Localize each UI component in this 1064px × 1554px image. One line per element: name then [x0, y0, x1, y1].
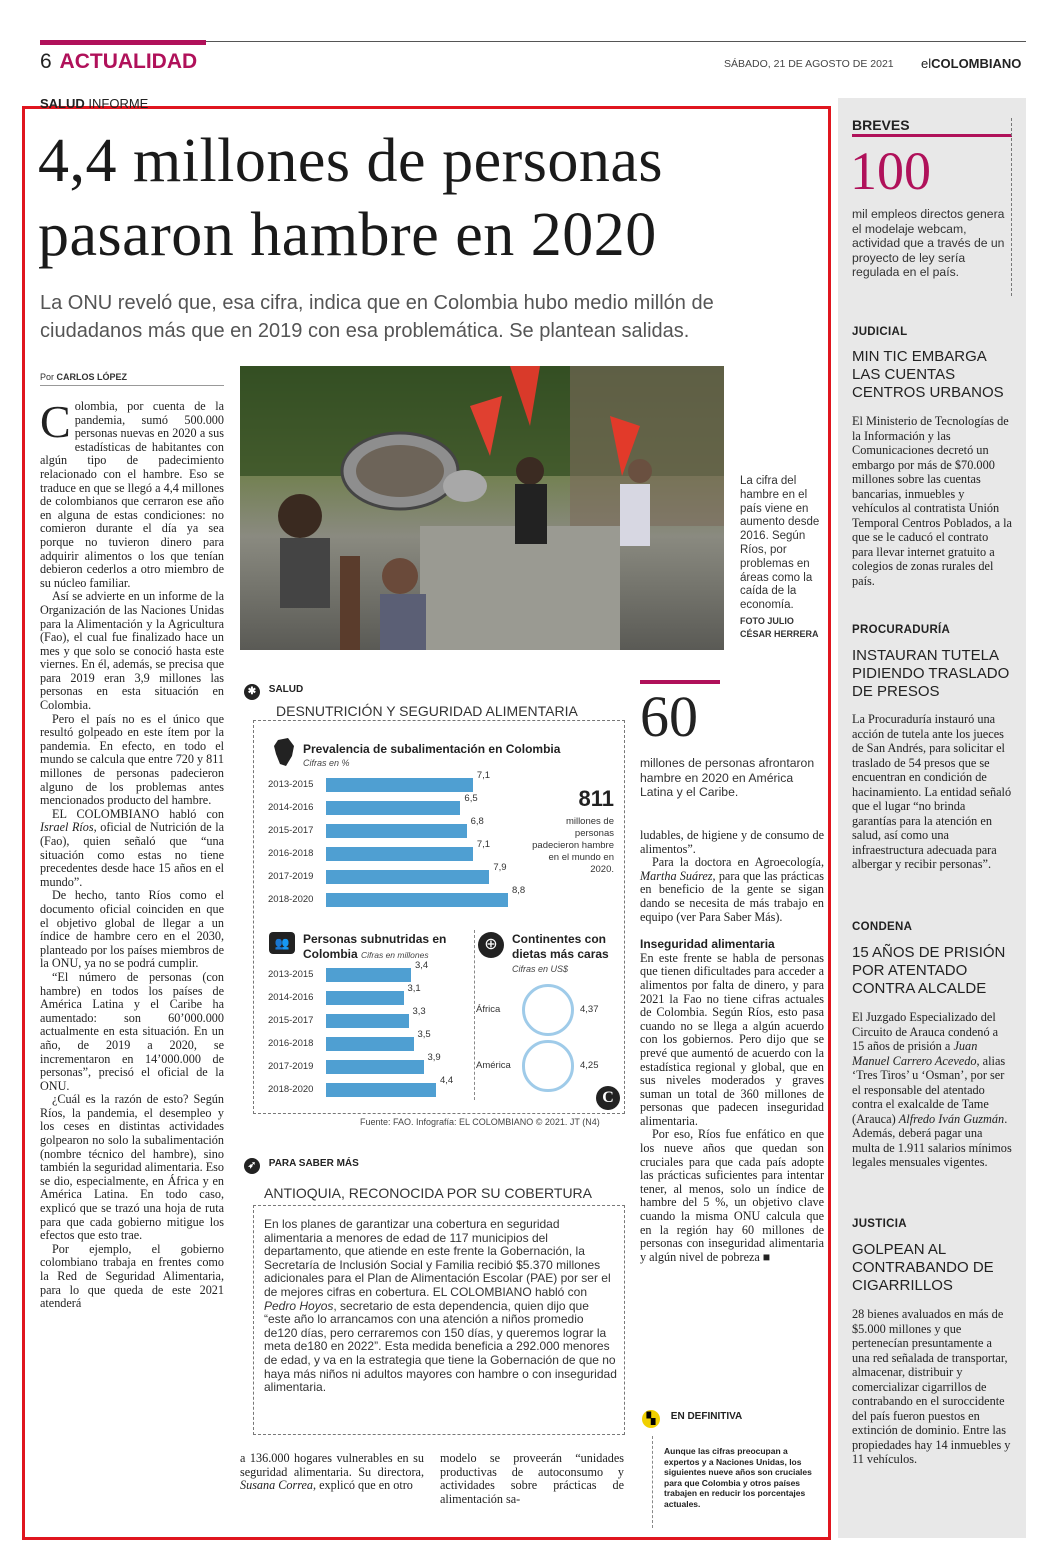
- bar: [326, 870, 489, 884]
- bar: [326, 1037, 414, 1051]
- saber-mas-label: ➶ PARA SABER MÁS: [244, 1158, 359, 1174]
- infographic-title: DESNUTRICIÓN Y SEGURIDAD ALIMENTARIA: [276, 703, 578, 719]
- justicia-head: GOLPEAN AL CONTRABANDO DE CIGARRILLOS: [852, 1241, 994, 1294]
- protest-scene-illustration: [240, 366, 724, 650]
- bar-category-label: 2017-2019: [268, 1061, 314, 1072]
- bar-value-label: 3,1: [407, 983, 421, 994]
- pin-icon: ➶: [244, 1158, 260, 1174]
- bar-category-label: 2013-2015: [268, 969, 314, 980]
- chart2-title: Personas subnutridas en Colombia Cifras en millones: [303, 932, 447, 961]
- chart3-circles: [476, 978, 616, 1098]
- photo-caption: La cifra del hambre en el país viene en aumento desde 2016. Según Ríos, por problemas en áreas como la caída de la economía. FOTO JULIO CÉSAR HERRERA: [740, 475, 820, 639]
- bar-category-label: 2014-2016: [268, 992, 314, 1003]
- big-number-60-text: millones de personas afrontaron hambre en 2020 en América Latina y el Caribe.: [640, 756, 815, 799]
- bar-category-label: 2017-2019: [268, 871, 314, 882]
- byline: Por CARLOS LÓPEZ: [40, 372, 224, 386]
- condena-text: El Juzgado Especializado del Circuito de Arauca condenó a 15 años de prisión a Juan Manuel Carrero Acevedo, alias ‘Tres Tiros’ u ‘Osman’, por ser el responsable del atentado contra el exalcalde de Tame (Arauca) Alfredo Iván Guzmán. Además, deberá pagar una multa de 1.911 salarios mínimos legales mensuales vigentes.: [852, 1010, 1012, 1169]
- justicia-label: JUSTICIA: [852, 1218, 907, 1230]
- breves-label: BREVES: [852, 117, 910, 133]
- drop-cap: C: [40, 400, 71, 447]
- chart1-bars: [268, 770, 558, 918]
- continent-cost-value: 4,37: [580, 1004, 599, 1015]
- chart2-bars: [268, 960, 468, 1108]
- checker-icon: ▚: [642, 1410, 660, 1428]
- bar-category-label: 2016-2018: [268, 848, 314, 859]
- judicial-head: MIN TIC EMBARGA LAS CUENTAS CENTROS URBANOS: [852, 348, 1004, 401]
- bar: [326, 991, 404, 1005]
- bar-value-label: 3,4: [415, 960, 429, 971]
- continent-cost-value: 4,25: [580, 1060, 599, 1071]
- bar: [326, 893, 508, 907]
- page-number: 6: [40, 50, 52, 73]
- en-definitiva-label: ▚ EN DEFINITIVA: [642, 1410, 742, 1428]
- chart3-title: Continentes con dietas más caras: [512, 932, 609, 961]
- continent-cost-circle: [522, 984, 574, 1036]
- bar: [326, 778, 473, 792]
- bar-value-label: 7,9: [493, 862, 507, 873]
- big-number-60: 60: [640, 684, 698, 749]
- colombia-map-icon: [272, 738, 296, 768]
- judicial-label: JUDICIAL: [852, 326, 908, 338]
- bar-category-label: 2014-2016: [268, 802, 314, 813]
- bar: [326, 968, 411, 982]
- bar-category-label: 2018-2020: [268, 1084, 314, 1095]
- bar-value-label: 6,5: [464, 793, 478, 804]
- judicial-text: El Ministerio de Tecnologías de la Información y las Comunicaciones decretó un embargo por más de $70.000 millones sobre las cuentas bancarias, inmuebles y vehículos al contratista Unión Temporal Centros Poblados, a la que se le caducó el contrato para llevar internet gratuito a colegios de zonas rurales del país.: [852, 414, 1012, 588]
- procuraduria-label: PROCURADURÍA: [852, 624, 951, 636]
- section-name: ACTUALIDAD: [59, 50, 198, 73]
- people-icon: 👥: [269, 932, 295, 954]
- article-body-col1: Colombia, por cuenta de la pandemia, sumó 500.000 personas nuevas en 2020 a sus estadísticas de habitantes con algún tipo de padecimiento relacionado con el hambre. Eso se traduce en que se llegó a 4,4 millones de colombianos que cerraron ese año en alguna de estas condiciones: no comieron durante el día ya sea porque no tuvieron dinero para adquirir alimentos o los que tenían debieron cederlos a otro miembro de su núcleo familiar. Así se advierte en un informe de la Organización de las Naciones Unidas para la Alimentación y la Agricultura (Fao), el cual fue finalizado hace un mes y que solo se conoció hasta este viernes. En él, además, se precisa que para 2019 eran 3,9 millones las personas en esta situación en Colombia. Pero el país no es el único que resultó golpeado en este ítem por la pandemia. En efecto, en todo el mundo se calcula que entre 720 y 811 millones de personas padecieron alguno de los problemas antes mencionados producto del hambre. EL COLOMBIANO habló con Israel Ríos, oficial de Nutrición de la (Fao), quien señaló que “una situación como estas no tiene precedentes desde hace 15 años en el mundo”. De hecho, tanto Ríos como el documento oficial coinciden en que el objetivo global de llegar a un índice de hambre cero en el 2030, planteado por los países miembros de la ONU, ya no se podrá cumplir. “El número de personas (con hambre) en todos los países de América Latina y el Caribe ha aumentado: son 60’000.000 actualmente en esta situación. En un año, de 2019 a 2020, se incrementaron en 14’000.000 de personas”, precisó el oficial de la ONU. ¿Cuál es la razón de esto? Según Ríos, la pandemia, el desempleo y los ceses en distintas actividades golpearon no solo la subalimentación (nombre técnico del hambre), sino también la seguridad alimentaria. Eso se dio, especialmente, en África y en América Latina. En todo caso, explicó que se trazó una hoja de ruta para que cada gobierno mitigue los efectos que esto trae. Por ejemplo, el gobierno colombiano trabaja en frentes como la Red de Seguridad Alimentaria, para lo que queda de este 2021 atenderá: [40, 400, 224, 1311]
- bar: [326, 847, 473, 861]
- bar-category-label: 2013-2015: [268, 779, 314, 790]
- condena-head: 15 AÑOS DE PRISIÓN POR ATENTADO CONTRA ALCALDE: [852, 944, 1006, 997]
- bar-value-label: 4,4: [440, 1075, 454, 1086]
- bar: [326, 801, 460, 815]
- infographic-section-label: ✱ SALUD: [244, 684, 303, 700]
- page-header: [40, 50, 197, 74]
- deck: La ONU reveló que, esa cifra, indica que en Colombia hubo medio millón de ciudadanos más que en 2019 con esa problemática. Se plantean salidas.: [40, 292, 714, 342]
- salud-icon: ✱: [244, 684, 260, 700]
- justicia-text: 28 bienes avaluados en más de $5.000 millones y que pertenecían presuntamente a una red señalada de transportar, almacenar, distribuir y comercializar cigarrillos de contrabando en el suroccidente del país fueron puestos en extinción de dominio. Entre las propiedades hay 14 inmuebles y 11 vehículos.: [852, 1307, 1011, 1466]
- headline: 4,4 millones de personas pasaron hambre en 2020: [38, 127, 664, 269]
- breves-big-number: 100: [850, 141, 931, 201]
- chart1-title: Prevalencia de subalimentación en Colombia: [303, 742, 561, 756]
- continent-label: América: [476, 1060, 511, 1071]
- continent-cost-circle: [522, 1040, 573, 1091]
- bar-value-label: 7,1: [476, 839, 491, 850]
- bar: [326, 1060, 424, 1074]
- bar-category-label: 2015-2017: [268, 1015, 314, 1026]
- condena-label: CONDENA: [852, 921, 913, 933]
- bar-value-label: 6,8: [470, 816, 484, 827]
- chart3-subtitle: Cifras en US$: [512, 964, 569, 974]
- bar-value-label: 8,8: [512, 885, 526, 896]
- infographic-logo-icon: C: [596, 1086, 620, 1110]
- bar-value-label: 3,3: [412, 1006, 426, 1017]
- procuraduria-text: La Procuraduría instauró una acción de tutela ante los jueces de San Andrés, para solicitar el traslado de 54 presos que se encuentran en condición de hacinamiento. La entidad señaló que el lugar “no brinda garantías para la atención en salud, así como una infraestructura adecuada para albergar y recibir personas”.: [852, 712, 1012, 871]
- bar: [326, 824, 467, 838]
- saber-mas-text: En los planes de garantizar una cobertura en seguridad alimentaria a menores de edad de 117 municipios del departamento, que atiende en este frente la Gobernación, la Secretaría de Inclusión Social y Familia recibió $5.370 millones adicionales para el Plan de Alimentación Escolar (PAE) por ser el de mejores cifras en cobertura. EL COLOMBIANO habló con Pedro Hoyos, secretario de esta dependencia, quien dijo que “este año lo arrancamos con una atención a niños promedio de120 días, pero cerraremos con 150 días, y queremos lograr la meta de180 en 2022”. Esta medida beneficia a 292.000 menores de edad, y va en la estrategia que tiene la Gobernación de que no haya más niños ni adultos mayores con hambre o con inseguridad alimentaria.: [264, 1217, 617, 1395]
- en-definitiva-text: Aunque las cifras preocupan a expertos y a Naciones Unidas, los siguientes nueve años son cruciales para que Colombia y otros países trabajen en reducir los porcentajes actuales.: [664, 1446, 812, 1509]
- bar: [326, 1014, 409, 1028]
- main-photo: [240, 366, 724, 650]
- breves-big-text: mil empleos directos genera el modelaje webcam, actividad que a través de un proyecto de ley sería regulada en el país.: [852, 207, 1005, 279]
- breves-accent-bar: [852, 134, 1012, 137]
- bar-value-label: 3,5: [417, 1029, 431, 1040]
- bar-value-label: 3,9: [427, 1052, 441, 1063]
- bar-value-label: 7,1: [476, 770, 491, 781]
- bar-category-label: 2016-2018: [268, 1038, 314, 1049]
- big-number-811: 811: [578, 786, 614, 811]
- article-body-col4: ludables, de higiene y de consumo de alimentos”. Para la doctora en Agroecología, Martha Suárez, para que las prácticas en beneficio de la gente se sigan dando se necesita de más trabajo en equipo (ver Para Saber Más). Inseguridad alimentaria En este frente se habla de personas que tienen dificultades para acceder a alimentos por falta de dinero, y para 2021 la Fao no tiene cifras actuales de Colombia. Según Ríos, esto pasa cuando no se llega a algún acuerdo con los gobiernos. Pero dijo que se prevé que aumentó de acuerdo con la estadística regional y global, que en sus niveles moderados y graves suman un total de 360 millones de personas que padecen inseguridad alimentaria. Por eso, Ríos fue enfático en que los nueve años que quedan son cruciales para que cada país adopte las prácticas suficientes para intentar tener, al menos, solo un índice de hambre del 5 %, un objetivo clave cuando la misma ONU calcula que en la región hay 60 millones de personas con inseguridad alimentaria y algún nivel de pobreza ■: [640, 828, 824, 1264]
- brand-logo: elCOLOMBIANO: [921, 56, 1022, 71]
- header-date: SÁBADO, 21 DE AGOSTO DE 2021: [724, 58, 894, 70]
- bar: [326, 1083, 436, 1097]
- breves-rule: [1011, 118, 1013, 296]
- article-body-col2: a 136.000 hogares vulnerables en su seguridad alimentaria. Su directora, Susana Correa, explicó que en otro: [240, 1451, 424, 1493]
- article-body-col3: modelo se proveerán “unidades productivas de autoconsumo y actividades sobre prácticas de alimentación sa-: [440, 1451, 624, 1506]
- procuraduria-head: INSTAURAN TUTELA PIDIENDO TRASLADO DE PRESOS: [852, 647, 1010, 700]
- header-rule: [206, 41, 1026, 42]
- header-accent-bar: [40, 40, 206, 45]
- bar-category-label: 2018-2020: [268, 894, 314, 905]
- bar-category-label: 2015-2017: [268, 825, 314, 836]
- kicker: SALUD INFORME: [40, 96, 149, 111]
- saber-mas-title: ANTIOQUIA, RECONOCIDA POR SU COBERTURA: [264, 1185, 593, 1201]
- continent-label: África: [476, 1004, 501, 1015]
- chart1-subtitle: Cifras en %: [303, 758, 350, 768]
- big-number-811-text: millones de personas padecieron hambre en el mundo en 2020.: [532, 816, 614, 875]
- infographic-source: Fuente: FAO. Infografía: EL COLOMBIANO © 2021. JT (N4): [360, 1117, 600, 1127]
- globe-icon: ⊕: [478, 932, 504, 958]
- subhead-inseguridad: Inseguridad alimentaria: [640, 937, 775, 952]
